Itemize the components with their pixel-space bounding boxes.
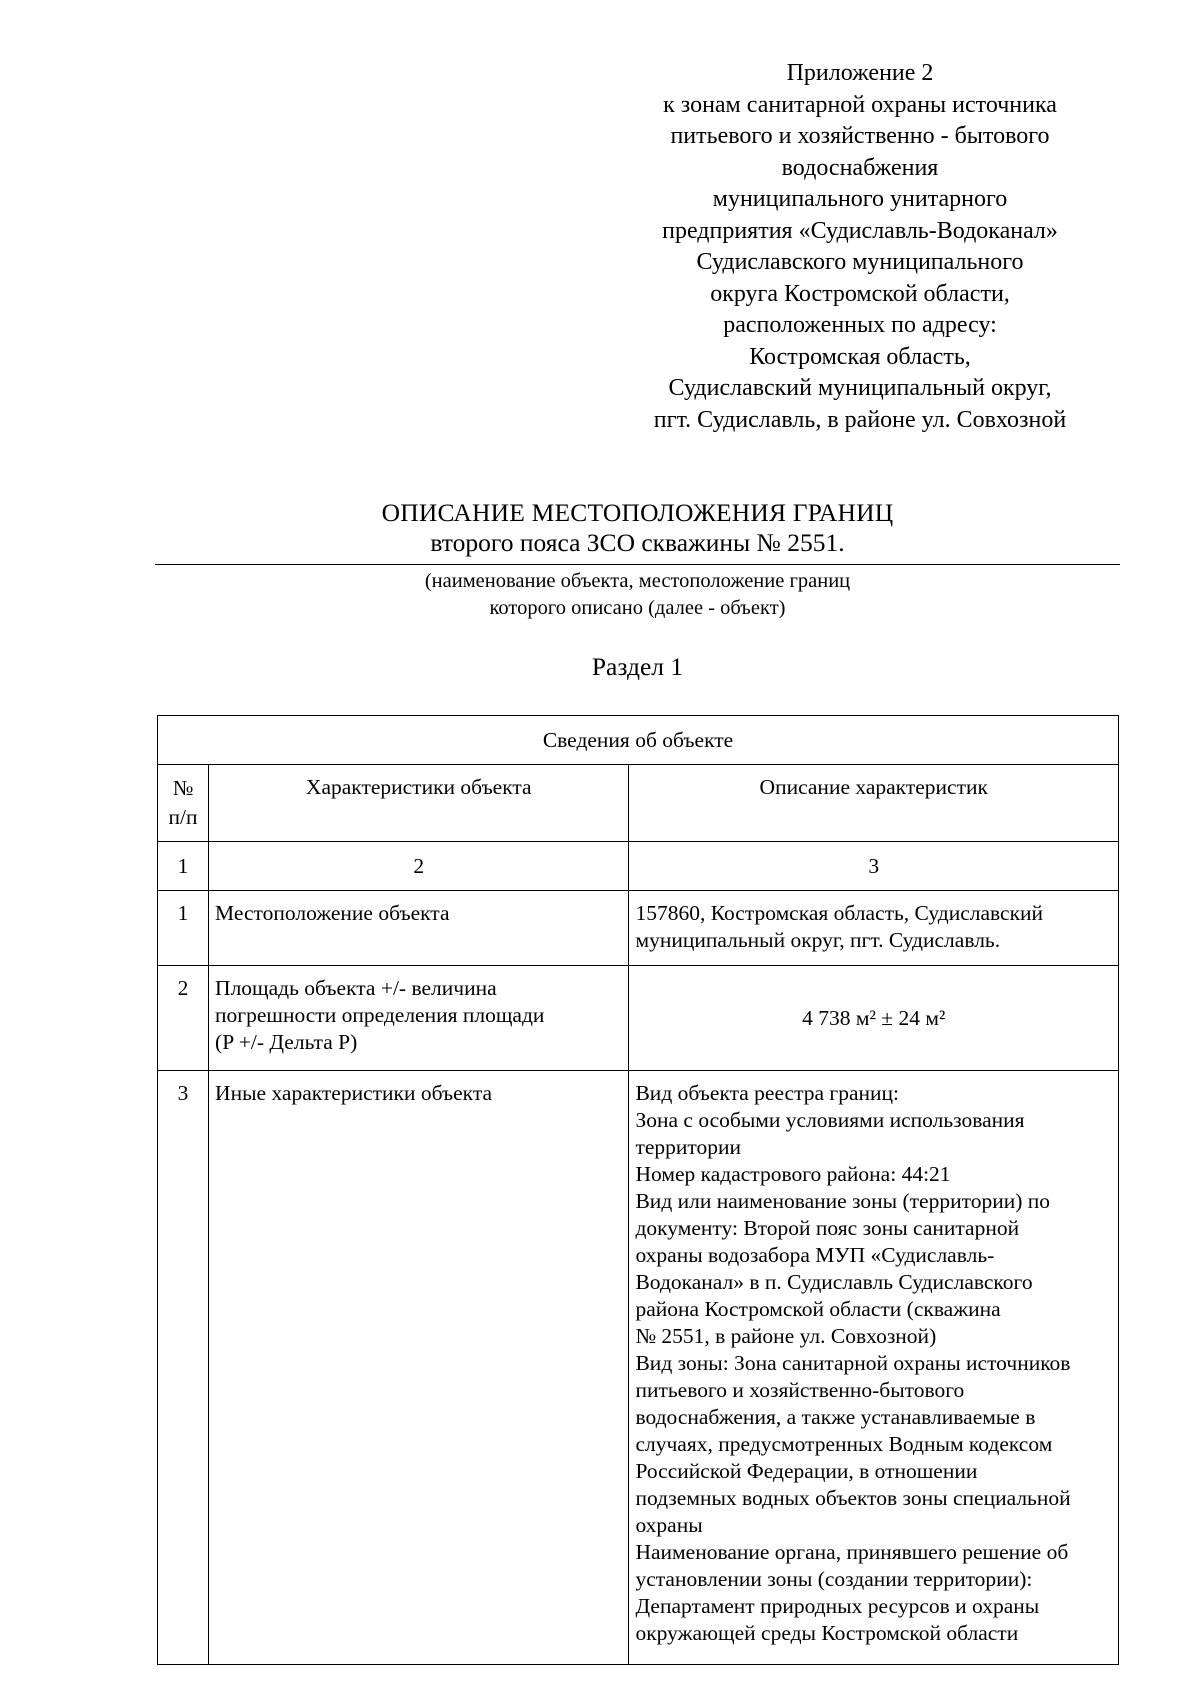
description-line: муниципальный округ, пгт. Судиславль. xyxy=(635,928,1001,952)
row-number: 3 xyxy=(158,1071,209,1665)
description-line: охраны водозабора МУП «Судиславль- xyxy=(635,1243,995,1267)
description-line: района Костромской области (скважина xyxy=(635,1297,1001,1321)
characteristic-line: Местоположение объекта xyxy=(215,901,450,925)
appendix-header xyxy=(620,58,1100,436)
header-number-symbol: № xyxy=(172,776,194,800)
description-line: случаях, предусмотренных Водным кодексом xyxy=(635,1432,1053,1456)
appendix-line: пгт. Судиславль, в районе ул. Совхозной xyxy=(653,406,1067,433)
appendix-line: расположенных по адресу: xyxy=(723,312,997,338)
header-characteristics: Характеристики объекта xyxy=(209,765,629,842)
description-line: окружающей среды Костромской области xyxy=(635,1621,1019,1645)
table-row xyxy=(158,966,1119,1071)
appendix-line: водоснабжения xyxy=(781,154,939,181)
index-cell: 1 xyxy=(158,842,209,891)
index-cell: 3 xyxy=(629,842,1119,891)
appendix-line: предприятия «Судиславль-Водоканал» xyxy=(662,217,1058,244)
description-line: 157860, Костромская область, Судиславский xyxy=(635,901,1044,925)
appendix-line: Судиславский муниципальный округ, xyxy=(668,375,1052,401)
description-line: питьевого и хозяйственно-бытового xyxy=(635,1378,965,1402)
appendix-line: питьевого и хозяйственно - бытового xyxy=(670,123,1050,149)
description-line: подземных водных объектов зоны специальной xyxy=(635,1486,1071,1510)
caption-line: которого описано (далее - объект) xyxy=(489,597,786,619)
description-line: № 2551, в районе ул. Совхозной) xyxy=(635,1324,937,1348)
characteristic-line: погрешности определения площади xyxy=(215,1003,545,1027)
description-line: Наименование органа, принявшего решение об xyxy=(635,1540,1069,1564)
appendix-line: муниципального унитарного xyxy=(712,186,1008,212)
description-line: водоснабжения, а также устанавливаемые в xyxy=(635,1405,1036,1429)
description-line: Вид зоны: Зона санитарной охраны источников xyxy=(635,1351,1071,1375)
header-number-abbr: п/п xyxy=(168,805,198,829)
description-line: территории xyxy=(635,1135,742,1159)
row-description xyxy=(629,1071,1119,1665)
document-title: ОПИСАНИЕ МЕСТОПОЛОЖЕНИЯ ГРАНИЦ xyxy=(381,498,894,527)
appendix-line: округа Костромской области, xyxy=(710,280,1010,307)
document-heading xyxy=(155,498,1120,558)
description-line: Номер кадастрового района: 44:21 xyxy=(635,1162,951,1186)
table-row xyxy=(158,891,1119,966)
description-line: Зона с особыми условиями использования xyxy=(635,1108,1025,1132)
appendix-line: к зонам санитарной охраны источника xyxy=(663,91,1057,118)
description-line: Вид объекта реестра границ: xyxy=(635,1081,900,1105)
row-description-area: 4 738 м² ± 24 м² xyxy=(629,966,1119,1071)
characteristic-line: (P +/- Дельта P) xyxy=(215,1030,358,1054)
row-description xyxy=(629,891,1119,966)
row-characteristic xyxy=(209,891,629,966)
description-line: документу: Второй пояс зоны санитарной xyxy=(635,1216,1020,1240)
description-line: Департамент природных ресурсов и охраны xyxy=(635,1594,1040,1618)
appendix-line: Судиславского муниципального xyxy=(696,249,1024,275)
appendix-line: Приложение 2 xyxy=(786,60,934,86)
description-line: Российской Федерации, в отношении xyxy=(635,1459,978,1483)
table-caption: Сведения об объекте xyxy=(158,716,1119,765)
description-line: Вид или наименование зоны (территории) по xyxy=(635,1189,1051,1213)
description-line: установлении зоны (создании территории): xyxy=(635,1567,1033,1591)
index-cell: 2 xyxy=(209,842,629,891)
row-characteristic xyxy=(209,966,629,1071)
header-number xyxy=(158,765,209,842)
row-number: 1 xyxy=(158,891,209,966)
table-index-row xyxy=(158,842,1119,891)
description-line: охраны xyxy=(635,1513,703,1537)
characteristic-line: Площадь объекта +/- величина xyxy=(215,976,497,1000)
description-line: Водоканал» в п. Судиславль Судиславского xyxy=(635,1270,1033,1294)
header-description: Описание характеристик xyxy=(629,765,1119,842)
table-row xyxy=(158,1071,1119,1665)
row-number: 2 xyxy=(158,966,209,1071)
heading-caption xyxy=(155,568,1120,622)
characteristic-line: Иные характеристики объекта xyxy=(215,1081,493,1105)
document-subtitle: второго пояса ЗСО скважины № 2551. xyxy=(430,528,845,557)
appendix-line: Костромская область, xyxy=(749,343,971,370)
heading-underline xyxy=(155,564,1120,565)
row-characteristic xyxy=(209,1071,629,1665)
table-caption-row xyxy=(158,716,1119,765)
table-header-row xyxy=(158,765,1119,842)
caption-line: (наименование объекта, местоположение границ xyxy=(424,570,851,592)
section-title: Раздел 1 xyxy=(591,652,684,681)
object-info-table xyxy=(157,715,1119,1665)
